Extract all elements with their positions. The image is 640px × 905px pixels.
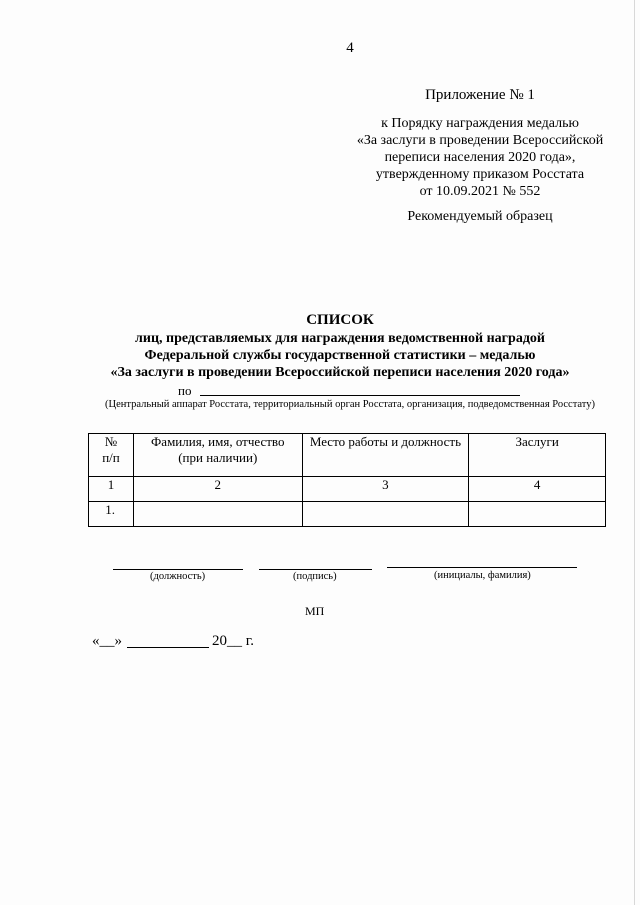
organization-note: (Центральный аппарат Росстата, территориальный орган Росстата, организация, подведомственная Росстату)	[105, 399, 595, 410]
appendix-line-5: от 10.09.2021 № 552	[419, 184, 541, 199]
column-number: 2	[133, 477, 302, 502]
nominee-table	[88, 433, 606, 527]
date-day: «__»	[92, 633, 122, 649]
name-caption: (инициалы, фамилия)	[434, 570, 531, 581]
date-month-line	[127, 647, 209, 648]
column-number: 4	[469, 477, 606, 502]
appendix-label: Приложение № 1	[425, 87, 535, 103]
page-edge	[634, 0, 635, 905]
position-caption: (должность)	[150, 571, 206, 582]
date-year: 20__ г.	[212, 633, 254, 649]
title-line-2: Федеральной службы государственной статистики – медалью	[144, 348, 536, 363]
po-underline	[200, 395, 520, 396]
appendix-line-2: «За заслуги в проведении Всероссийской	[356, 133, 604, 148]
document-title: СПИСОК	[306, 312, 374, 328]
column-number: 3	[302, 477, 469, 502]
page-number: 4	[346, 40, 354, 56]
column-number: 1	[89, 477, 134, 502]
sample-label: Рекомендуемый образец	[407, 209, 553, 224]
header-full-name: Фамилия, имя, отчество (при наличии)	[133, 434, 302, 477]
stamp-label: МП	[305, 604, 325, 618]
table-header-row	[89, 434, 606, 477]
signature-caption: (подпись)	[293, 571, 337, 582]
row-full-name-cell	[133, 502, 302, 527]
position-line	[113, 569, 243, 570]
column-number-row	[89, 477, 606, 502]
table-row	[89, 502, 606, 527]
row-merits-cell	[469, 502, 606, 527]
name-line	[387, 567, 577, 568]
header-merits: Заслуги	[469, 434, 606, 477]
title-line-3: «За заслуги в проведении Всероссийской переписи населения 2020 года»	[110, 365, 570, 380]
appendix-line-4: утвержденному приказом Росстата	[375, 167, 585, 182]
row-workplace-cell	[302, 502, 469, 527]
po-label: по	[178, 383, 192, 398]
appendix-line-3: переписи населения 2020 года»,	[384, 150, 576, 165]
header-number: № п/п	[89, 434, 134, 477]
title-line-1: лиц, представляемых для награждения ведомственной наградой	[135, 331, 545, 346]
row-number: 1.	[89, 502, 134, 527]
signature-line	[259, 569, 372, 570]
header-workplace: Место работы и должность	[302, 434, 469, 477]
appendix-line-1: к Порядку награждения медалью	[381, 116, 579, 131]
